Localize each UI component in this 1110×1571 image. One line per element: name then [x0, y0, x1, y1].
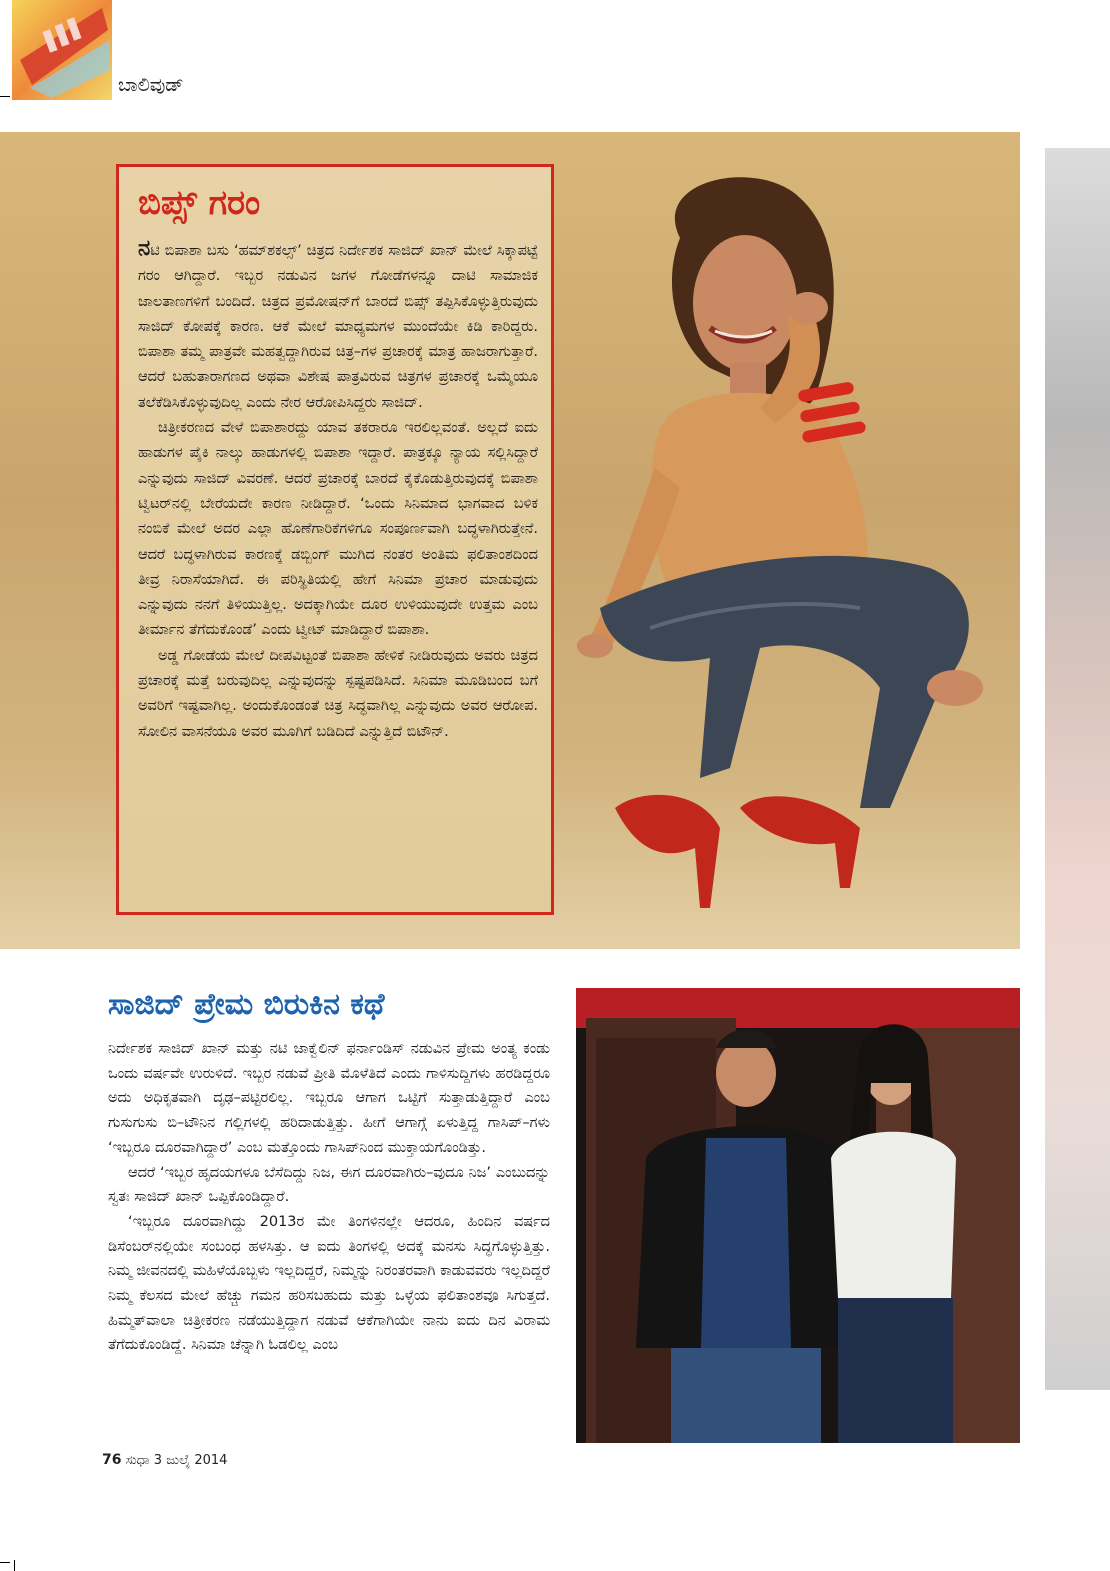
box-story-title: ಬಿಪ್ಸ್ ಗರಂ [138, 183, 261, 223]
page-number: 76 [102, 1452, 122, 1468]
article-title: ಸಾಜಿದ್ ಪ್ರೇಮ ಬಿರುಕಿನ ಕಥೆ [108, 987, 385, 1022]
page-footer [102, 1452, 227, 1468]
adjacent-page-image [1045, 148, 1110, 1390]
paragraph: ಆದರೆ ‘ಇಬ್ಬರ ಹೃದಯಗಳೂ ಬೆಸೆದಿದ್ದು ನಿಜ, ಈಗ ದೂರವಾಗಿರು–ವುದೂ ನಿಜ’ ಎಂಬುದನ್ನು ಸ್ವತಃ ಸಾಜಿದ್ ಖಾನ್ ಒಪ್ಪಿಕೊಂಡಿದ್ದಾರೆ. [108, 1164, 550, 1206]
crop-mark [14, 1560, 15, 1571]
article-body [108, 1037, 550, 1358]
section-label: ಬಾಲಿವುಡ್ [118, 74, 184, 96]
crop-mark [0, 1562, 10, 1563]
paragraph: ‘ಇಬ್ಬರೂ ದೂರವಾಗಿದ್ದು 2013ರ ಮೇ ತಿಂಗಳಿನಲ್ಲೇ ಆದರೂ, ಹಿಂದಿನ ವರ್ಷದ ಡಿಸೆಂಬರ್‌ನಲ್ಲಿಯೇ ಸಂಬಂಧ ಹಳಸಿತ್ತು. ಆ ಐದು ತಿಂಗಳಲ್ಲಿ ಅದಕ್ಕೆ ಮನಸು ಸಿದ್ಧಗೊಳ್ಳುತ್ತಿತ್ತು. ನಿಮ್ಮ ಜೀವನದಲ್ಲಿ ಮಹಿಳೆಯೊಬ್ಬಳು ಇಲ್ಲದಿದ್ದರೆ, ನಿಮ್ಮನ್ನು ನಿರಂತರವಾಗಿ ಕಾಡುವವರು ಇಲ್ಲದಿದ್ದರೆ ನಿಮ್ಮ ಕೆಲಸದ ಮೇಲೆ ಹೆಚ್ಚು ಗಮನ ಹರಿಸಬಹುದು ಮತ್ತು ಒಳ್ಳೆಯ ಫಲಿತಾಂಶವೂ ಸಿಗುತ್ತದೆ. ಹಿಮ್ಮತ್‌ವಾಲಾ ಚಿತ್ರೀಕರಣ ನಡೆಯುತ್ತಿದ್ದಾಗ ನಡುವೆ ಆಕೆಗಾಗಿಯೇ ನಾನು ಐದು ದಿನ ವಿರಾಮ ತೆಗೆದುಕೊಂಡಿದ್ದೆ. ಸಿನಿಮಾ ಚೆನ್ನಾಗಿ ಓಡಲಿಲ್ಲ ಎಂಬ [108, 1213, 550, 1354]
box-story-body [138, 236, 538, 745]
drop-cap: ನ [138, 236, 151, 261]
paragraph: ಅಡ್ಡ ಗೋಡೆಯ ಮೇಲೆ ದೀಪವಿಟ್ಟಂತೆ ಬಿಪಾಶಾ ಹೇಳಿಕೆ ನೀಡಿರುವುದು ಅವರು ಚಿತ್ರದ ಪ್ರಚಾರಕ್ಕೆ ಮತ್ತೆ ಬರುವುದಿಲ್ಲ ಎನ್ನುವುದನ್ನು ಸ್ಪಷ್ಟಪಡಿಸಿದೆ. ಸಿನಿಮಾ ಮೂಡಿಬಂದ ಬಗೆ ಅವರಿಗೆ ಇಷ್ಟವಾಗಿಲ್ಲ. ಅಂದುಕೊಂಡಂತೆ ಚಿತ್ರ ಸಿದ್ಧವಾಗಿಲ್ಲ ಎನ್ನುವುದು ಅವರ ಆರೋಪ. ಸೋಲಿನ ವಾಸನೆಯೂ ಅವರ ಮೂಗಿಗೆ ಬಡಿದಿದೆ ಎನ್ನುತ್ತಿದೆ ಬಿಟೌನ್. [138, 647, 538, 740]
paragraph: ಚಿತ್ರೀಕರಣದ ವೇಳೆ ಬಿಪಾಶಾರದ್ದು ಯಾವ ತಕರಾರೂ ಇರಲಿಲ್ಲವಂತೆ. ಅಲ್ಲದೆ ಐದು ಹಾಡುಗಳ ಪೈಕಿ ನಾಲ್ಕು ಹಾಡುಗಳಲ್ಲಿ ಬಿಪಾಶಾ ಇದ್ದಾರೆ. ಪಾತ್ರಕ್ಕೂ ನ್ಯಾಯ ಸಲ್ಲಿಸಿದ್ದಾರೆ ಎನ್ನುವುದು ಸಾಜಿದ್ ವಿವರಣೆ. ಆದರೆ ಪ್ರಚಾರಕ್ಕೆ ಬಾರದೆ ಕೈಕೊಡುತ್ತಿರುವುದಕ್ಕೆ ಬಿಪಾಶಾ ಟ್ವಿಟರ್‌ನಲ್ಲಿ ಬೇರೆಯದೇ ಕಾರಣ ನೀಡಿದ್ದಾರೆ. ‘ಒಂದು ಸಿನಿಮಾದ ಭಾಗವಾದ ಬಳಿಕ ನಂಬಿಕೆ ಮೇಲೆ ಅದರ ಎಲ್ಲಾ ಹೊಣೆಗಾರಿಕೆಗಳಿಗೂ ಸಂಪೂರ್ಣವಾಗಿ ಬದ್ಧಳಾಗಿರುತ್ತೇನೆ. ಆದರೆ ಬದ್ಧಳಾಗಿರುವ ಕಾರಣಕ್ಕೆ ಡಬ್ಬಿಂಗ್ ಮುಗಿದ ನಂತರ ಅಂತಿಮ ಫಲಿತಾಂಶದಿಂದ ತೀವ್ರ ನಿರಾಸೆಯಾಗಿದೆ. ಈ ಪರಿಸ್ಥಿತಿಯಲ್ಲಿ ಹೇಗೆ ಸಿನಿಮಾ ಪ್ರಚಾರ ಮಾಡುವುದು ಎನ್ನುವುದು ನನಗೆ ತಿಳಿಯುತ್ತಿಲ್ಲ. ಅದಕ್ಕಾಗಿಯೇ ದೂರ ಉಳಿಯುವುದೇ ಉತ್ತಮ ಎಂಬ ತೀರ್ಮಾನ ತೆಗೆದುಕೊಂಡೆ’ ಎಂದು ಟ್ವೀಟ್ ಮಾಡಿದ್ದಾರೆ ಬಿಪಾಶಾ. [138, 420, 538, 639]
magazine-name: ಸುಧಾ [125, 1453, 150, 1468]
paragraph: ನಿರ್ದೇಶಕ ಸಾಜಿದ್ ಖಾನ್ ಮತ್ತು ನಟಿ ಜಾಕ್ವೆಲಿನ್ ಫರ್ನಾಂಡಿಸ್ ನಡುವಿನ ಪ್ರೇಮ ಅಂತ್ಯ ಕಂಡು ಒಂದು ವರ್ಷವೇ ಉರುಳಿದೆ. ಇಬ್ಬರ ನಡುವೆ ಪ್ರೀತಿ ಮೊಳೆತಿದೆ ಎಂದು ಗಾಳಿಸುದ್ದಿಗಳು ಹರಡಿದ್ದರೂ ಅದು ಅಧಿಕೃತವಾಗಿ ದೃಢ–ಪಟ್ಟಿರಲಿಲ್ಲ. ಇಬ್ಬರೂ ಆಗಾಗ ಒಟ್ಟಿಗೆ ಸುತ್ತಾಡುತ್ತಿದ್ದಾರೆ ಎಂಬ ಗುಸುಗುಸು ಬಿ–ಟೌನಿನ ಗಲ್ಲಿಗಳಲ್ಲಿ ಹರಿದಾಡುತ್ತಿತ್ತು. ಹೀಗೆ ಆಗಾಗ್ಗೆ ಏಳುತ್ತಿದ್ದ ಗಾಸಿಪ್–ಗಳು ‘ಇಬ್ಬರೂ ದೂರವಾಗಿದ್ದಾರೆ’ ಎಂಬ ಮತ್ತೊಂದು ಗಾಸಿಪ್‌ನಿಂದ ಮುಕ್ತಾಯಗೊಂಡಿತ್ತು. [108, 1041, 550, 1156]
couple-photo [576, 988, 1020, 1443]
film-section-icon [12, 0, 112, 100]
issue-date: 3 ಜುಲೈ 2014 [153, 1453, 228, 1468]
crop-mark [0, 96, 10, 97]
actress-photo [560, 168, 1000, 913]
paragraph: ಟಿ ಬಿಪಾಶಾ ಬಸು ‘ಹಮ್‌ಶಕಲ್ಸ್’ ಚಿತ್ರದ ನಿರ್ದೇಶಕ ಸಾಜಿದ್ ಖಾನ್ ಮೇಲೆ ಸಿಕ್ಕಾಪಟ್ಟೆ ಗರಂ ಆಗಿದ್ದಾರೆ. ಇಬ್ಬರ ನಡುವಿನ ಜಗಳ ಗೋಡೆಗಳನ್ನೂ ದಾಟಿ ಸಾಮಾಜಿಕ ಜಾಲತಾಣಗಳಿಗೆ ಬಂದಿದೆ. ಚಿತ್ರದ ಪ್ರಮೋಷನ್‌ಗೆ ಬಾರದೆ ಬಿಪ್ಸ್ ತಪ್ಪಿಸಿಕೊಳ್ಳುತ್ತಿರುವುದು ಸಾಜಿದ್ ಕೋಪಕ್ಕೆ ಕಾರಣ. ಆಕೆ ಮೇಲೆ ಮಾಧ್ಯಮಗಳ ಮುಂದೆಯೇ ಕಿಡಿ ಕಾರಿದ್ದರು. ಬಿಪಾಶಾ ತಮ್ಮ ಪಾತ್ರವೇ ಮಹತ್ವದ್ದಾಗಿರುವ ಚಿತ್ರ–ಗಳ ಪ್ರಚಾರಕ್ಕೆ ಮಾತ್ರ ಹಾಜರಾಗುತ್ತಾರೆ. ಆದರೆ ಬಹುತಾರಾಗಣದ ಅಥವಾ ವಿಶೇಷ ಪಾತ್ರವಿರುವ ಚಿತ್ರಗಳ ಪ್ರಚಾರಕ್ಕೆ ಒಮ್ಮೆಯೂ ತಲೆಕೆಡಿಸಿಕೊಳ್ಳುವುದಿಲ್ಲ ಎಂದು ನೇರ ಆರೋಪಿಸಿದ್ದರು ಸಾಜಿದ್. [138, 243, 538, 411]
